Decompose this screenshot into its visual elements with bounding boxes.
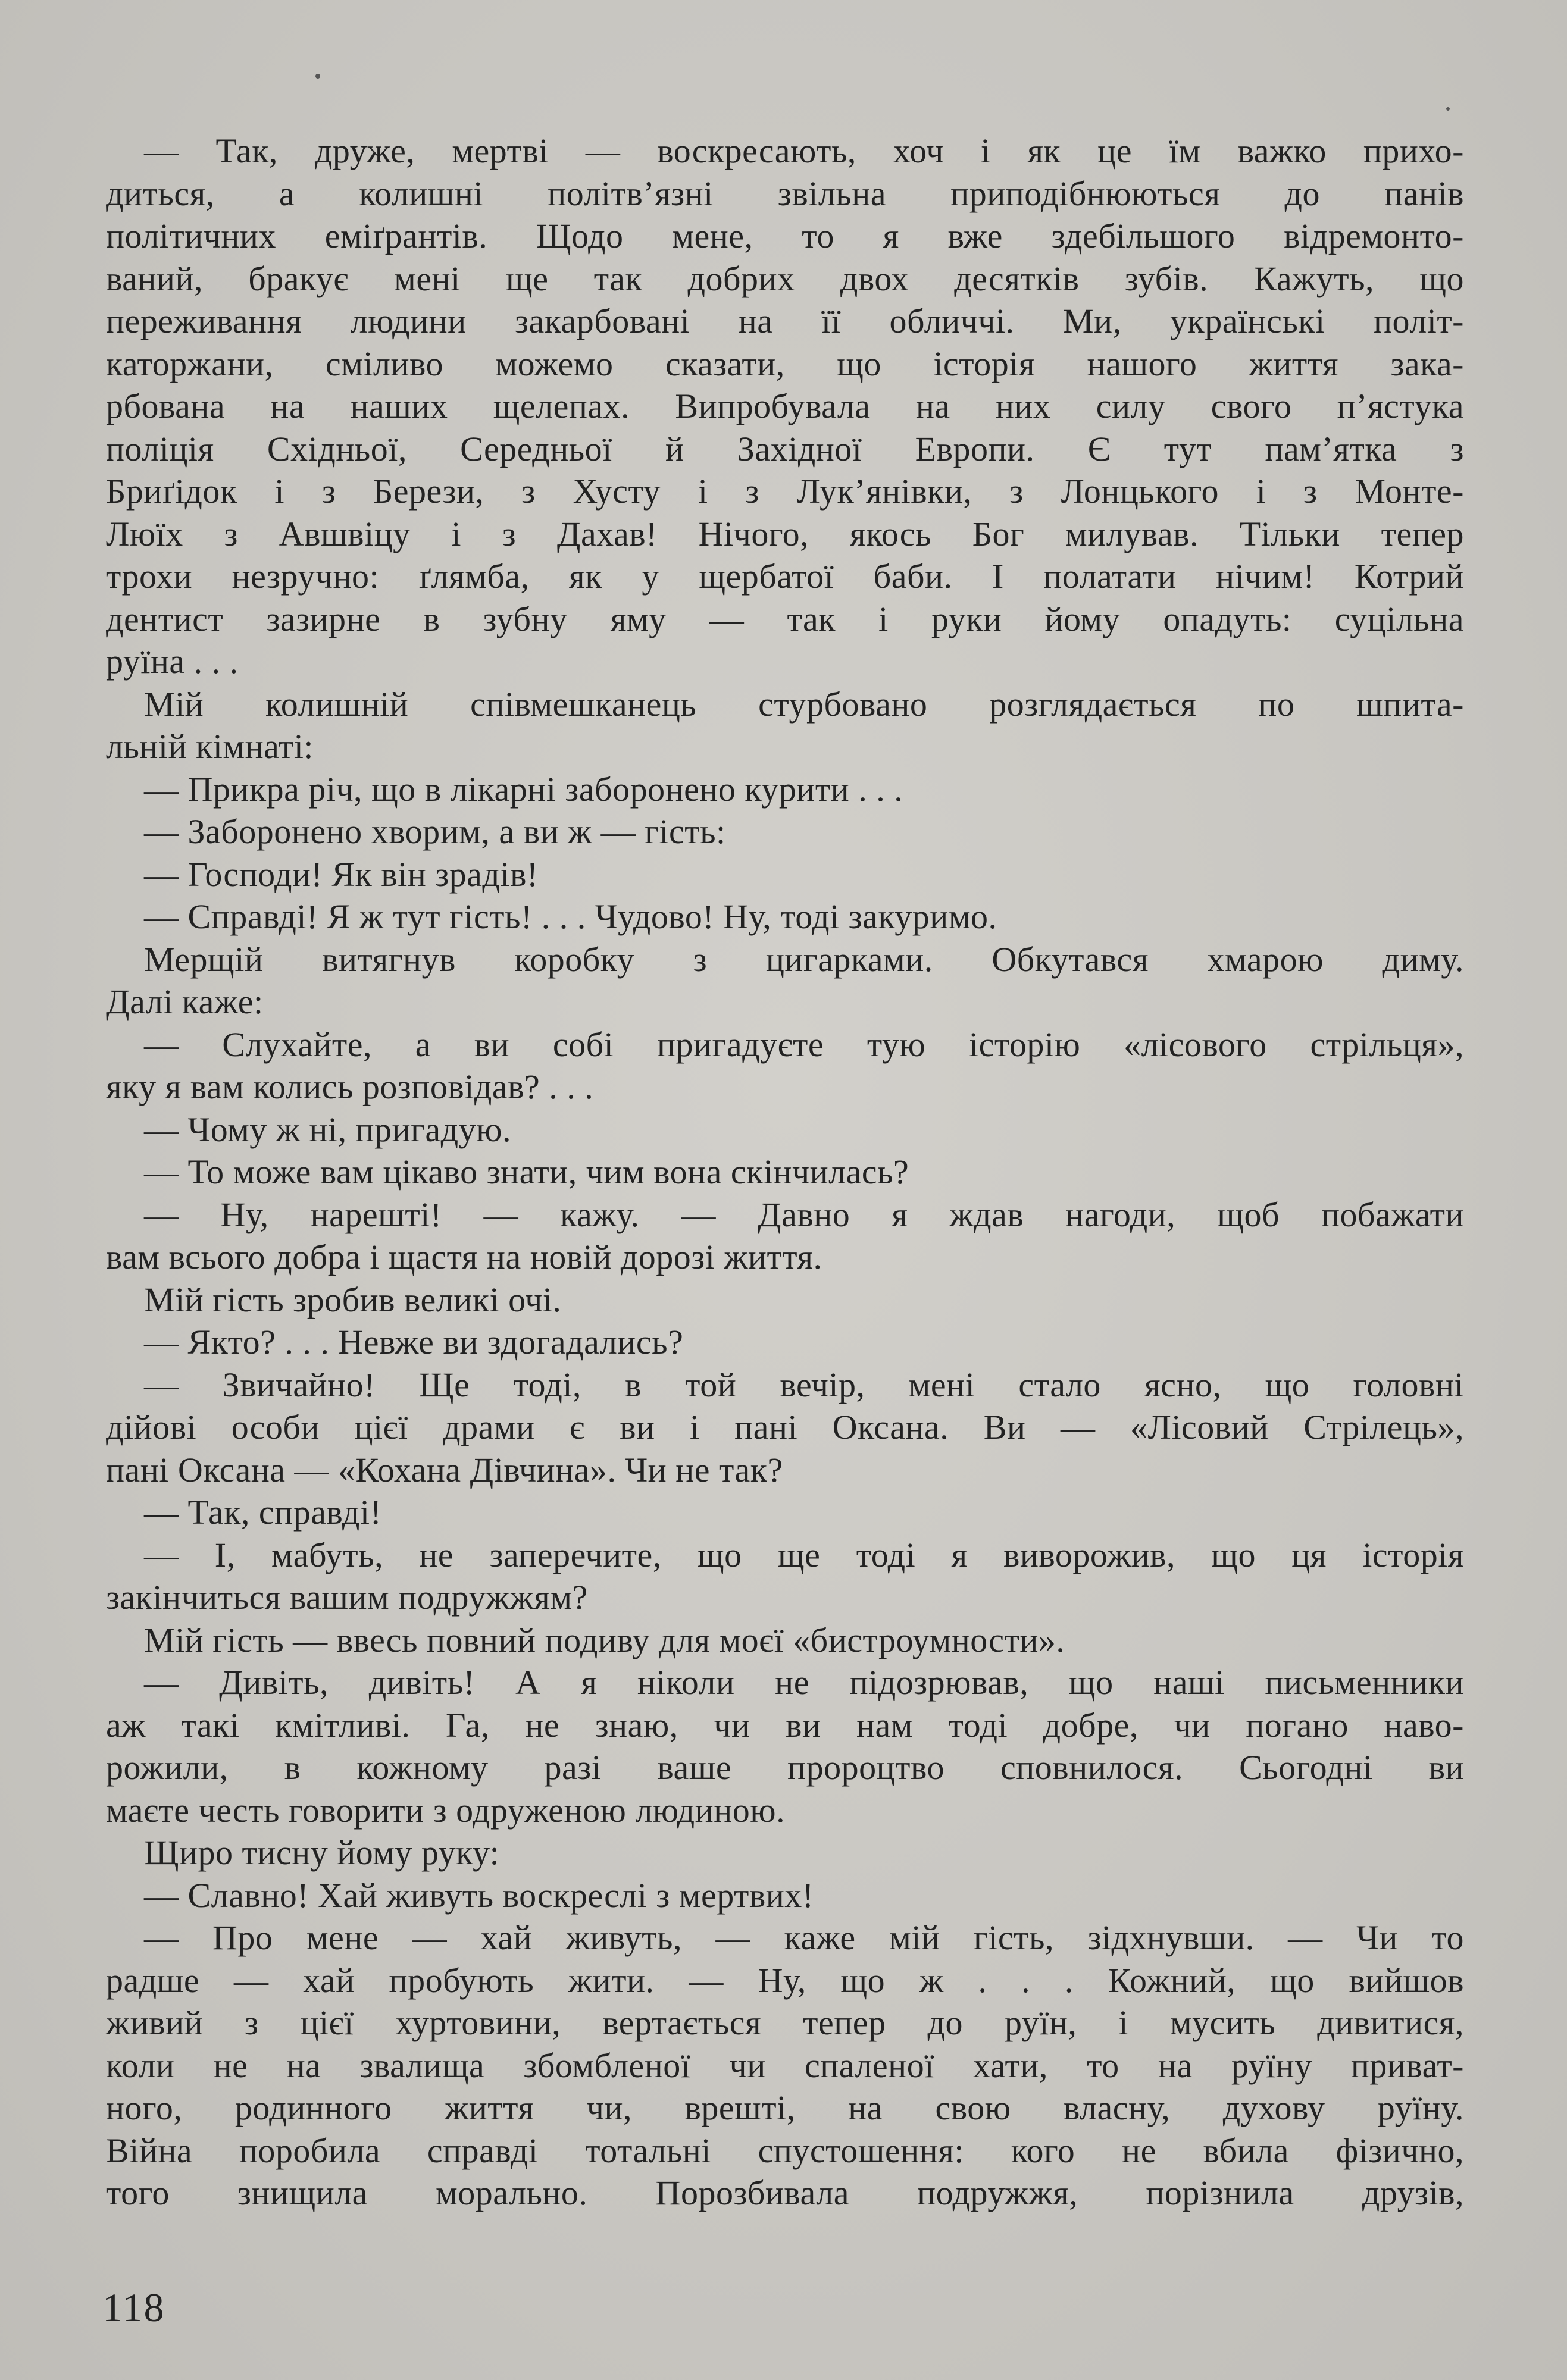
text-line: коли не на звалища збомбленої чи спаленої хати, то на руїну приват- [106, 2046, 1464, 2085]
text-line: руїна . . . [106, 642, 239, 681]
text-line: аж такі кмітливі. Га, не знаю, чи ви нам тоді добре, чи погано наво- [106, 1705, 1464, 1745]
text-line: маєте честь говорити з одруженою людиною. [106, 1790, 786, 1830]
text-line: яку я вам колись розповідав? . . . [106, 1067, 594, 1106]
text-line: — Ну, нарешті! — кажу. — Давно я ждав нагоди, щоб побажати [144, 1195, 1464, 1234]
text-line: Щиро тисну йому руку: [144, 1833, 500, 1872]
text-line: — Заборонено хворим, а ви ж — гість: [144, 812, 726, 851]
text-line: каторжани, сміливо можемо сказати, що історія нашого життя зака- [106, 344, 1464, 383]
body-text [106, 130, 1464, 2215]
text-line: — Чому ж ні, пригадую. [144, 1110, 511, 1149]
text-line: закінчиться вашим подружжям? [106, 1578, 588, 1617]
text-line: живий з цієї хуртовини, вертається тепер до руїн, і мусить дивитися, [106, 2003, 1464, 2042]
text-line: льній кімнаті: [106, 727, 314, 766]
text-line: — Так, друже, мертві — воскресають, хоч і як це їм важко прихо- [144, 131, 1464, 170]
text-line: переживання людини закарбовані на її обличчі. Ми, українські політ- [106, 302, 1464, 340]
text-line: ного, родинного життя чи, врешті, на свою власну, духову руїну. [106, 2088, 1464, 2127]
text-line: — Слухайте, а ви собі пригадуєте тую історію «лісового стрільця», [144, 1025, 1464, 1064]
print-speck [1446, 107, 1450, 111]
text-line: — І, мабуть, не заперечите, що ще тоді я виворожив, що ця історія [144, 1535, 1464, 1574]
text-line: поліція Східньої, Середньої й Західної Европи. Є тут пам’ятка з [106, 429, 1464, 468]
text-line: диться, а колишні політв’язні звільна приподібнюються до панів [106, 174, 1464, 213]
text-line: — Дивіть, дивіть! А я ніколи не підозрював, що наші письменники [144, 1663, 1464, 1702]
text-line: Бриґідок і з Берези, з Хусту і з Лук’янівки, з Лонцького і з Монте- [106, 472, 1464, 511]
text-line: вам всього добра і щастя на новій дорозі життя. [106, 1238, 822, 1276]
text-line: — То може вам цікаво знати, чим вона скінчилась? [144, 1153, 909, 1191]
text-line: — Про мене — хай живуть, — каже мій гість, зідхнувши. — Чи то [144, 1918, 1464, 1957]
text-line: Мій колишній співмешканець стурбовано розглядається по шпита- [144, 684, 1464, 724]
text-line: Люїх з Авшвіцу і з Дахав! Нічого, якось Бог милував. Тільки тепер [106, 514, 1464, 553]
text-line: Мій гість зробив великі очі. [144, 1280, 562, 1319]
text-line: Мерщій витягнув коробку з цигарками. Обкутався хмарою диму. [144, 940, 1464, 979]
text-line: — Прикра річ, що в лікарні заборонено курити . . . [144, 769, 903, 809]
text-line: — Господи! Як він зрадів! [144, 854, 539, 894]
text-line: — Справді! Я ж тут гість! . . . Чудово! Ну, тоді закуримо. [144, 897, 997, 936]
text-line: рбована на наших щелепах. Випробувала на них силу свого п’ястука [106, 387, 1464, 425]
text-line: дентист зазирне в зубну яму — так і руки йому опадуть: суцільна [106, 599, 1464, 638]
text-line: — Славно! Хай живуть воскреслі з мертвих! [144, 1875, 814, 1915]
text-line: трохи незручно: ґлямба, як у щербатої баби. І полатати нічим! Котрий [106, 557, 1464, 596]
text-line: — Так, справді! [144, 1493, 382, 1532]
text-line: дійові особи цієї драми є ви і пані Оксана. Ви — «Лісовий Стрілець», [106, 1408, 1464, 1446]
text-line: пані Оксана — «Кохана Дівчина». Чи не так? [106, 1450, 783, 1489]
text-line: радше — хай пробують жити. — Ну, що ж . . . Кожний, що вийшов [106, 1961, 1464, 2000]
text-line: Далі каже: [106, 982, 264, 1021]
text-line: Війна поробила справді тотальні спустошення: кого не вбила фізично, [106, 2131, 1464, 2170]
text-line: політичних еміґрантів. Щодо мене, то я вже здебільшого відремонто- [106, 217, 1464, 255]
text-line: того знищила морально. Порозбивала подружжя, порізнила друзів, [106, 2174, 1464, 2212]
text-line: Мій гість — ввесь повний подиву для моєї «бистроумности». [144, 1620, 1065, 1659]
text-line: рожили, в кожному разі ваше пророцтво сповнилося. Сьогодні ви [106, 1748, 1464, 1787]
text-line: — Звичайно! Ще тоді, в той вечір, мені стало ясно, що головні [144, 1365, 1464, 1404]
page-number: 118 [102, 2285, 165, 2330]
text-line: — Якто? . . . Невже ви здогадались? [144, 1323, 684, 1361]
text-line: ваний, бракує мені ще так добрих двох десятків зубів. Кажуть, що [106, 259, 1464, 298]
print-speck [315, 74, 320, 79]
